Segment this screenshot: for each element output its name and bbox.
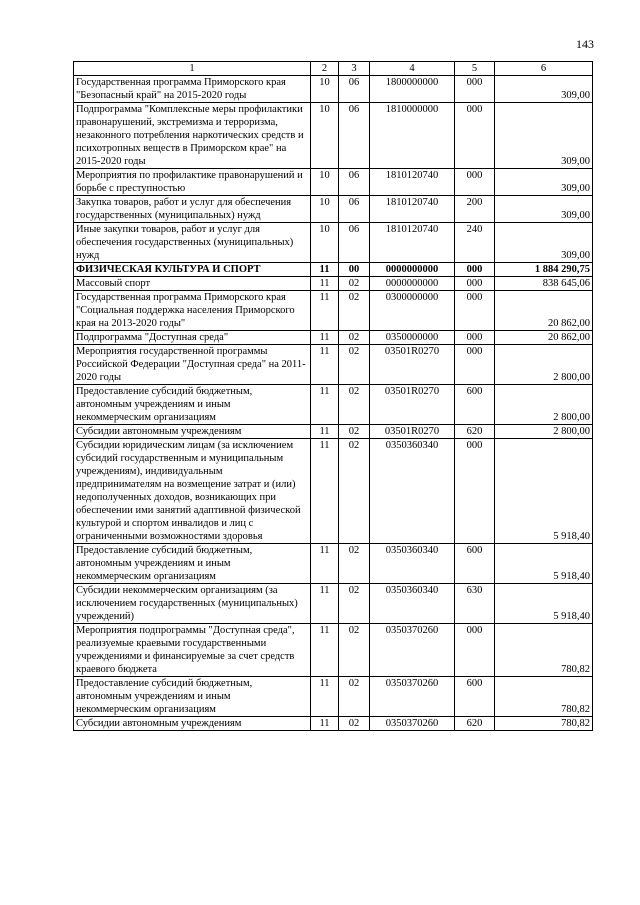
row-name: Государственная программа Приморского края "Социальная поддержка населения Приморского края на 2013-2020 годы" [74, 291, 311, 331]
row-name: Мероприятия по профилактике правонарушений и борьбе с преступностью [74, 169, 311, 196]
row-section: 11 [311, 624, 339, 677]
row-subsection: 02 [339, 584, 370, 624]
row-subsection: 02 [339, 331, 370, 345]
row-subsection: 00 [339, 263, 370, 277]
row-target-code: 0300000000 [370, 291, 455, 331]
header-col-6: 6 [495, 62, 593, 76]
row-amount: 2 800,00 [495, 385, 593, 425]
row-name: Мероприятия подпрограммы "Доступная среда", реализуемые краевыми государственными учреждениями и финансируемые за счет средств краевого бюджета [74, 624, 311, 677]
row-subsection: 02 [339, 439, 370, 544]
header-col-3: 3 [339, 62, 370, 76]
row-subsection: 06 [339, 196, 370, 223]
row-subsection: 02 [339, 277, 370, 291]
row-expense-type: 000 [455, 277, 495, 291]
row-amount: 780,82 [495, 677, 593, 717]
row-section: 11 [311, 291, 339, 331]
table-row [74, 223, 593, 263]
row-target-code: 0350000000 [370, 331, 455, 345]
row-amount: 309,00 [495, 223, 593, 263]
row-amount: 309,00 [495, 76, 593, 103]
row-target-code: 1810120740 [370, 223, 455, 263]
row-target-code: 0000000000 [370, 277, 455, 291]
row-target-code: 0350360340 [370, 544, 455, 584]
row-subsection: 06 [339, 76, 370, 103]
table-row [74, 544, 593, 584]
row-subsection: 06 [339, 223, 370, 263]
row-expense-type: 000 [455, 624, 495, 677]
row-section: 11 [311, 717, 339, 731]
row-name: Субсидии некоммерческим организациям (за исключением государственных (муниципальных) учреждений) [74, 584, 311, 624]
header-col-1: 1 [74, 62, 311, 76]
table-row [74, 196, 593, 223]
row-target-code: 1810120740 [370, 196, 455, 223]
row-expense-type: 240 [455, 223, 495, 263]
row-expense-type: 000 [455, 345, 495, 385]
row-target-code: 03501R0270 [370, 425, 455, 439]
row-section: 10 [311, 223, 339, 263]
row-name: Субсидии автономным учреждениям [74, 425, 311, 439]
row-target-code: 0350370260 [370, 717, 455, 731]
row-subsection: 02 [339, 624, 370, 677]
row-section: 11 [311, 263, 339, 277]
row-amount: 309,00 [495, 196, 593, 223]
row-amount: 5 918,40 [495, 544, 593, 584]
row-section: 10 [311, 196, 339, 223]
row-expense-type: 000 [455, 263, 495, 277]
row-subsection: 06 [339, 169, 370, 196]
row-section: 10 [311, 169, 339, 196]
row-target-code: 0350360340 [370, 584, 455, 624]
row-subsection: 02 [339, 717, 370, 731]
row-section: 11 [311, 439, 339, 544]
row-expense-type: 000 [455, 291, 495, 331]
row-name: Субсидии юридическим лицам (за исключением субсидий государственным и муниципальным учреждениям), индивидуальным предпринимателям на возмещение затрат и (или) недополученных доходов, возникающих при обеспечении ими занятий адаптивной физической культурой и спортом инвалидов и лиц с ограниченными возможностями здоровья [74, 439, 311, 544]
row-subsection: 02 [339, 385, 370, 425]
row-amount: 2 800,00 [495, 425, 593, 439]
row-section: 11 [311, 425, 339, 439]
row-name: Подпрограмма "Комплексные меры профилактики правонарушений, экстремизма и терроризма, незаконного потребления наркотических средств и психотропных веществ в Приморском крае" на 2015-2020 годы [74, 103, 311, 169]
row-name: Массовый спорт [74, 277, 311, 291]
row-subsection: 06 [339, 103, 370, 169]
row-amount: 780,82 [495, 624, 593, 677]
table-body [74, 76, 593, 731]
table-row [74, 277, 593, 291]
table-row [74, 76, 593, 103]
table-row [74, 425, 593, 439]
row-expense-type: 620 [455, 717, 495, 731]
table-row [74, 291, 593, 331]
row-target-code: 0350360340 [370, 439, 455, 544]
row-target-code: 03501R0270 [370, 345, 455, 385]
row-amount: 780,82 [495, 717, 593, 731]
row-name: Субсидии автономным учреждениям [74, 717, 311, 731]
row-name: Иные закупки товаров, работ и услуг для обеспечения государственных (муниципальных) нужд [74, 223, 311, 263]
row-expense-type: 000 [455, 169, 495, 196]
row-name: Предоставление субсидий бюджетным, автономным учреждениям и иным некоммерческим организациям [74, 677, 311, 717]
row-section: 10 [311, 76, 339, 103]
row-expense-type: 000 [455, 331, 495, 345]
row-subsection: 02 [339, 677, 370, 717]
row-expense-type: 600 [455, 544, 495, 584]
table-row [74, 385, 593, 425]
header-row [74, 62, 593, 76]
table-row [74, 103, 593, 169]
row-expense-type: 000 [455, 76, 495, 103]
table-row [74, 331, 593, 345]
row-section: 10 [311, 103, 339, 169]
row-amount: 5 918,40 [495, 584, 593, 624]
row-target-code: 0350370260 [370, 677, 455, 717]
row-expense-type: 600 [455, 677, 495, 717]
row-amount: 2 800,00 [495, 345, 593, 385]
table-row [74, 169, 593, 196]
row-section: 11 [311, 331, 339, 345]
row-section: 11 [311, 677, 339, 717]
row-subsection: 02 [339, 425, 370, 439]
row-section: 11 [311, 544, 339, 584]
row-target-code: 03501R0270 [370, 385, 455, 425]
row-expense-type: 000 [455, 439, 495, 544]
table-header [74, 62, 593, 76]
row-target-code: 0350370260 [370, 624, 455, 677]
row-target-code: 1810000000 [370, 103, 455, 169]
budget-table [73, 61, 593, 731]
row-subsection: 02 [339, 291, 370, 331]
row-target-code: 1810120740 [370, 169, 455, 196]
table-row [74, 677, 593, 717]
row-target-code: 0000000000 [370, 263, 455, 277]
table-row [74, 263, 593, 277]
row-subsection: 02 [339, 544, 370, 584]
table-row [74, 584, 593, 624]
header-col-5: 5 [455, 62, 495, 76]
page-number: 143 [576, 37, 594, 51]
row-name: Предоставление субсидий бюджетным, автономным учреждениям и иным некоммерческим организациям [74, 544, 311, 584]
row-amount: 5 918,40 [495, 439, 593, 544]
table-row [74, 624, 593, 677]
table-row [74, 717, 593, 731]
row-expense-type: 620 [455, 425, 495, 439]
row-amount: 309,00 [495, 103, 593, 169]
row-section: 11 [311, 385, 339, 425]
row-amount: 838 645,06 [495, 277, 593, 291]
row-amount: 20 862,00 [495, 331, 593, 345]
header-col-4: 4 [370, 62, 455, 76]
row-subsection: 02 [339, 345, 370, 385]
row-expense-type: 000 [455, 103, 495, 169]
row-amount: 20 862,00 [495, 291, 593, 331]
row-expense-type: 630 [455, 584, 495, 624]
row-section: 11 [311, 345, 339, 385]
row-name: ФИЗИЧЕСКАЯ КУЛЬТУРА И СПОРТ [74, 263, 311, 277]
row-name: Предоставление субсидий бюджетным, автономным учреждениям и иным некоммерческим организациям [74, 385, 311, 425]
row-target-code: 1800000000 [370, 76, 455, 103]
row-section: 11 [311, 584, 339, 624]
header-col-2: 2 [311, 62, 339, 76]
row-name: Закупка товаров, работ и услуг для обеспечения государственных (муниципальных) нужд [74, 196, 311, 223]
row-name: Мероприятия государственной программы Российской Федерации "Доступная среда" на 2011-2020 годы [74, 345, 311, 385]
table-row [74, 439, 593, 544]
row-expense-type: 200 [455, 196, 495, 223]
table-row [74, 345, 593, 385]
row-amount: 309,00 [495, 169, 593, 196]
row-expense-type: 600 [455, 385, 495, 425]
row-amount: 1 884 290,75 [495, 263, 593, 277]
row-section: 11 [311, 277, 339, 291]
row-name: Подпрограмма "Доступная среда" [74, 331, 311, 345]
row-name: Государственная программа Приморского края "Безопасный край" на 2015-2020 годы [74, 76, 311, 103]
